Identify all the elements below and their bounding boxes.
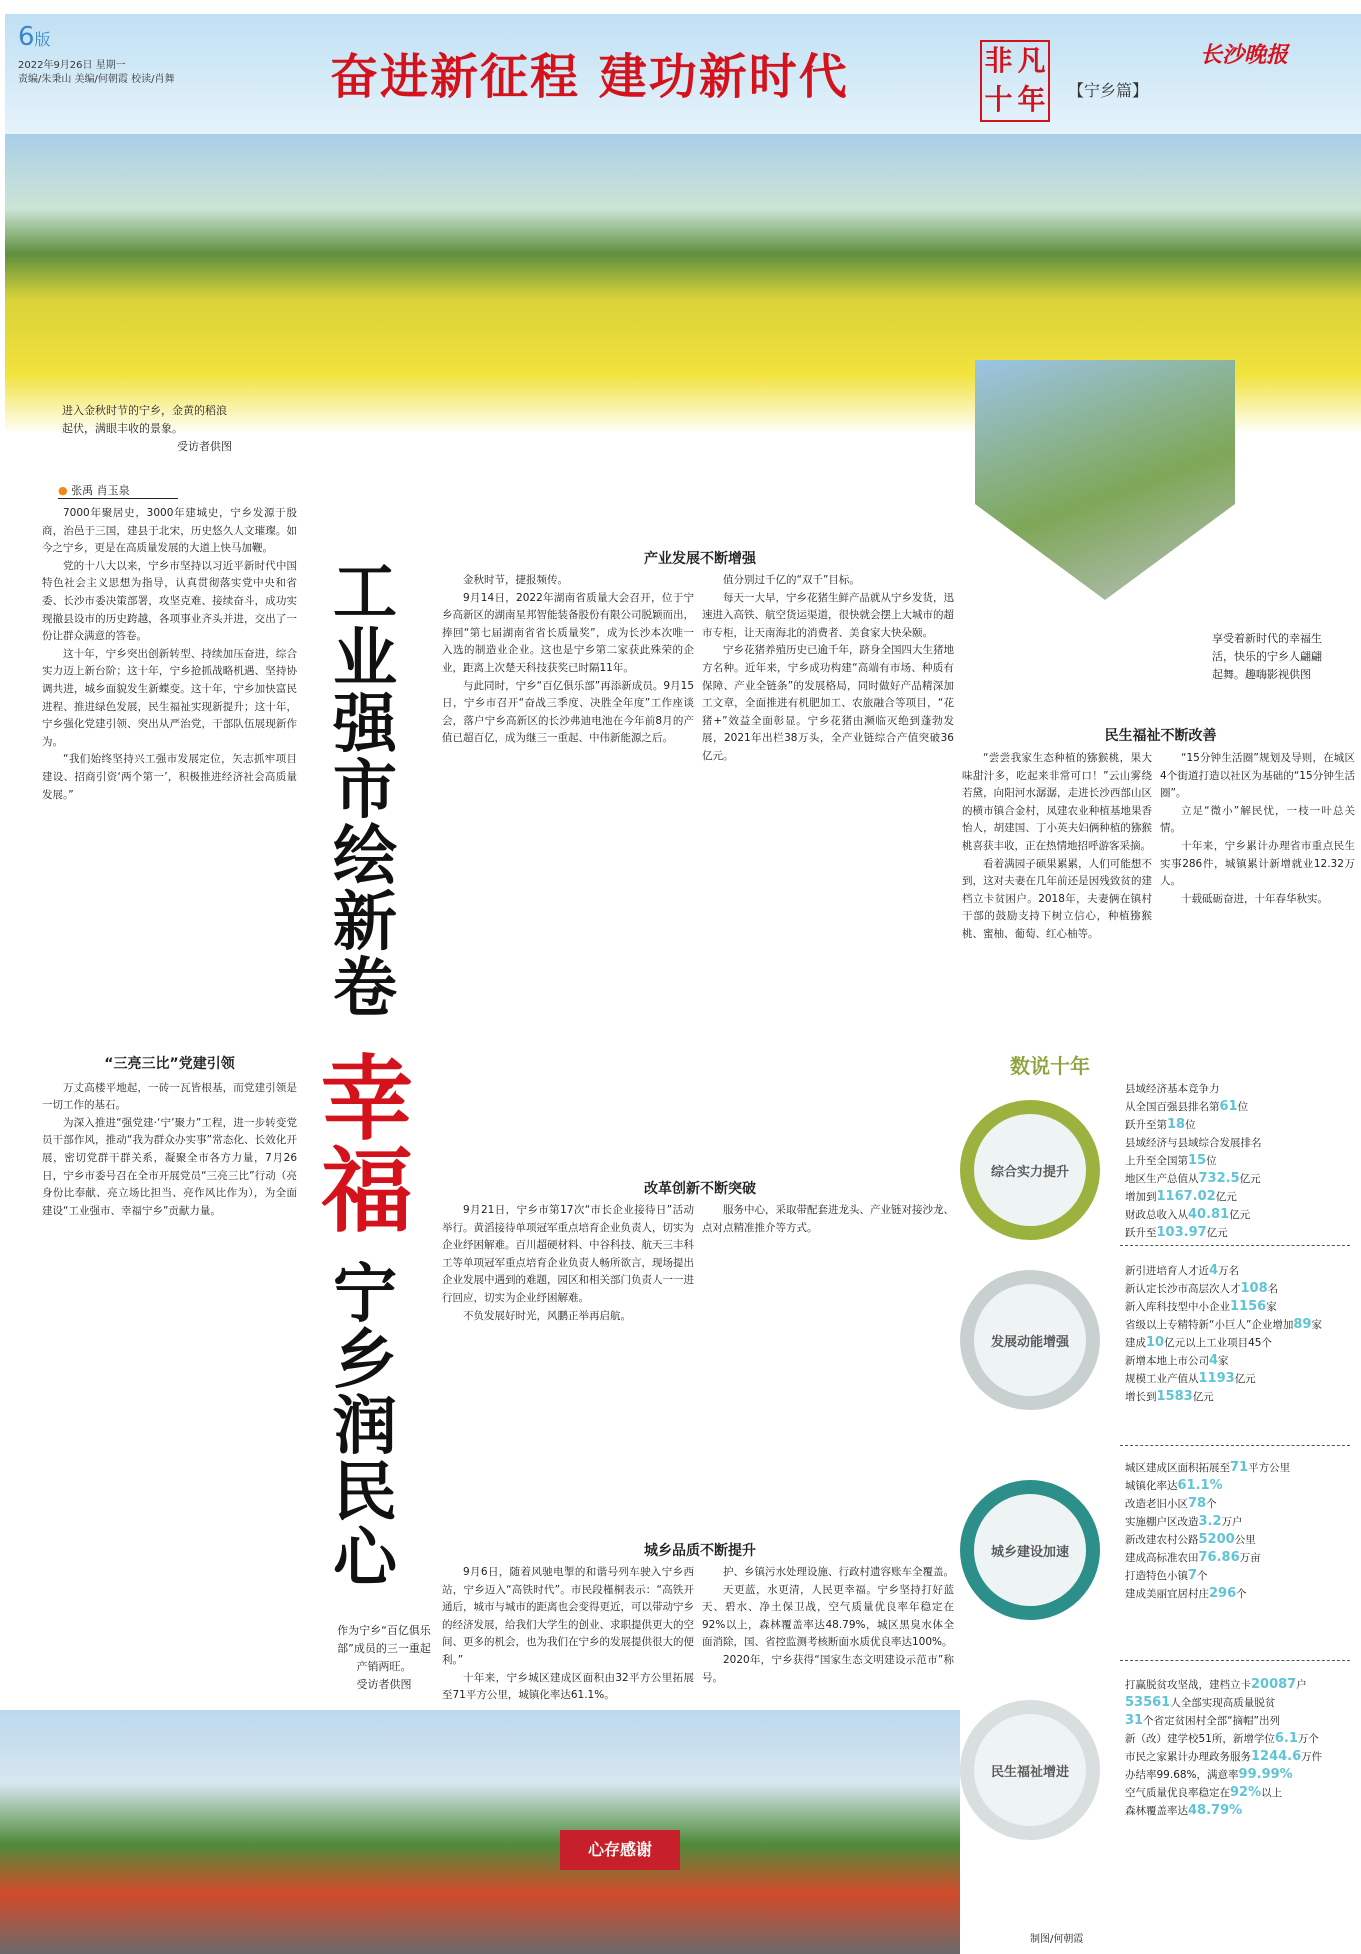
stat-line: 跃升至第18位 bbox=[1125, 1117, 1196, 1132]
industry-col1: 金秋时节，捷报频传。 9月14日，2022年湖南省质量大会召开，位于宁乡高新区的湖南星邦智能装备股份有限公司脱颖而出，捧回“第七届湖南省省长质量奖”，成为长沙本次唯一入选的制造业企业。这也是宁乡第二家获此殊荣的企业，距离上次楚天科技获奖已时隔11年。 与此同时，宁乡“百亿俱乐部”再添新成员。9月15日，宁乡市召开“奋战三季度、决胜全年度”工作座谈会，落户宁乡高新区的长沙弗迪电池在今年前8月的产值已超百亿，成为继三一重起、中伟新能源之后。 bbox=[442, 574, 694, 745]
stat-line: 跃升至103.97亿元 bbox=[1125, 1225, 1228, 1240]
series-label: 【宁乡篇】 bbox=[1068, 81, 1149, 100]
title-industry: 工业强市绘新卷 bbox=[333, 556, 397, 1026]
divider bbox=[1120, 1445, 1350, 1446]
stat-line: 市民之家累计办理政务服务1244.6万件 bbox=[1125, 1749, 1323, 1764]
ring-0 bbox=[960, 1100, 1100, 1240]
group-stats bbox=[1125, 1262, 1361, 1406]
stat-line: 森林覆盖率达48.79% bbox=[1125, 1803, 1243, 1818]
stat-line: 31个省定贫困村全部“摘帽”出列 bbox=[1125, 1713, 1280, 1728]
issue-date: 2022年9月26日 星期一 bbox=[18, 60, 126, 71]
dancers-photo bbox=[975, 360, 1235, 600]
industry-col2: 值分别过千亿的“双千”目标。 每天一大早，宁乡花猪生鲜产品就从宁乡发货，迅速进入高铁、航空货运渠道，很快就会摆上大城市的超市专柜，让天南海北的消费者、美食家大快朵颐。 宁乡花猪养殖历史已逾千年，跻身全国四大生猪地方名种。近年来，宁乡成功构建“高端有市场、种质有保障、产业全链条”的发展格局，同时做好产品精深加工文章，全面推进有机肥加工、农旅融合等项目，“花猪+”效益全面彰显。宁乡花猪由濒临灭绝到蓬勃发展，2021年出栏38万头，全产业链综合产值突破36亿元。 bbox=[702, 574, 954, 762]
stat-line: 县域经济与县域综合发展排名 bbox=[1125, 1137, 1262, 1149]
stat-line: 新增本地上市公司4家 bbox=[1125, 1353, 1229, 1368]
feiFan-badge: 非 凡 十 年 bbox=[980, 40, 1050, 122]
stat-line: 从全国百强县排名第61位 bbox=[1125, 1099, 1249, 1114]
party-column: “三亮三比”党建引领 万丈高楼平地起，一砖一瓦皆根基，而党建引领是一切工作的基石。 为深入推进“强党建·‘宁’聚力”工程，进一步转变党员干部作风，推动“我为群众办实事”常态化、长效化开展，密切党群干群关系，凝聚全市各方力量，7月26日，宁乡市委号召在全市开展党员“三亮三比”行动（亮身份比奉献、亮立场比担当、亮作风比作为），为全面建设“工业强市、幸福宁乡”贡献力量。 bbox=[42, 1056, 297, 1217]
stat-line: 地区生产总值从732.5亿元 bbox=[1125, 1171, 1261, 1186]
stat-line: 省级以上专精特新“小巨人”企业增加89家 bbox=[1125, 1317, 1322, 1332]
edition-number: 6版 bbox=[18, 22, 51, 52]
title-happiness: 幸福 bbox=[306, 1050, 414, 1234]
divider bbox=[1120, 1660, 1350, 1661]
heading-urban: 城乡品质不断提升 bbox=[644, 1543, 756, 1559]
ring-1 bbox=[960, 1270, 1100, 1410]
reform-col2: 服务中心，采取带配套进龙头、产业链对接沙龙、点对点精准推介等方式。 bbox=[702, 1204, 954, 1234]
group-label: 城乡建设加速 bbox=[990, 1544, 1069, 1560]
infographic-title: 数说十年 bbox=[1010, 1054, 1090, 1078]
stat-line: 新改建农村公路5200公里 bbox=[1125, 1532, 1256, 1547]
urban-col2: 护、乡镇污水处理设施、行政村遗容账车全覆盖。 天更蓝，水更清，人民更幸福。宁乡坚持打好蓝天、碧水、净土保卫战，空气质量优良率年稳定在92%以上，森林覆盖率达48.79%，城区黑臭水体全面消除，国、省控监测考核断面水质优良率达100%。 2020年，宁乡获得“国家生态文明建设示范市”称号。 bbox=[702, 1566, 954, 1684]
hero-caption: 进入金秋时节的宁乡，金黄的稻浪起伏，满眼丰收的景象。 受访者供图 bbox=[62, 404, 232, 453]
livelihood-col1: “尝尝我家生态种植的猕猴桃，果大味甜汁多，吃起来非常可口！”云山雾绕若黛，向阳河水潺潺，走进长沙西部山区的横市镇合金村，凤建农业种植基地果香怡人，胡建国、丁小英夫妇俩种植的猕猴桃喜获丰收，正在热情地招呼游客采摘。 看着满园子硕果累累，人们可能想不到，这对夫妻在几年前还是因残致贫的建档立卡贫困户。2018年，夫妻俩在镇村干部的鼓励支持下树立信心，种植猕猴桃、蜜柚、葡萄、红心柚等。 bbox=[962, 752, 1152, 940]
ring-2 bbox=[960, 1480, 1100, 1620]
factory-sign: 心存感谢 bbox=[560, 1830, 680, 1870]
stat-line: 城区建成区面积拓展至71平方公里 bbox=[1125, 1460, 1291, 1475]
byline: ● 张禹 肖玉泉 bbox=[58, 482, 178, 499]
stat-line: 办结率99.68%，满意率99.99% bbox=[1125, 1767, 1293, 1782]
heading-livelihood: 民生福祉不断改善 bbox=[1104, 728, 1217, 744]
group-stats bbox=[1125, 1080, 1361, 1242]
dot-icon: ● bbox=[58, 484, 68, 497]
urban-col1: 9月6日，随着风驰电掣的和谐号列车驶入宁乡西站，宁乡迈入“高铁时代”。市民段槿桐表示：“高铁开通后，城市与城市的距离也会变得更近，可以带动宁乡的经济发展，给我们大学生的创业、求职提供更大的空间、更多的机会，也为我们在宁乡的发展提供很大的便利。” 十年来，宁乡城区建成区面积由32平方公里拓展至71平方公里，城镇化率达61.1%。 bbox=[442, 1566, 694, 1702]
stat-line: 实施棚户区改造3.2万户 bbox=[1125, 1514, 1243, 1529]
stat-line: 新认定长沙市高层次人才108名 bbox=[1125, 1281, 1279, 1296]
group-label: 民生福祉增进 bbox=[990, 1764, 1069, 1780]
stat-line: 增长到1583亿元 bbox=[1125, 1389, 1214, 1404]
sany-factory-photo bbox=[0, 1710, 960, 1954]
group-label: 综合实力提升 bbox=[990, 1164, 1069, 1180]
bottom-caption: 作为宁乡“百亿俱乐部”成员的三一重起产销两旺。 受访者供图 bbox=[337, 1624, 431, 1691]
group-label: 发展动能增强 bbox=[990, 1334, 1069, 1350]
stat-line: 改造老旧小区78个 bbox=[1125, 1496, 1217, 1511]
heading-industry: 产业发展不断增强 bbox=[644, 551, 756, 567]
stat-line: 53561人全部实现高质量脱贫 bbox=[1125, 1695, 1276, 1710]
divider bbox=[1120, 1245, 1350, 1246]
heading-reform: 改革创新不断突破 bbox=[644, 1181, 756, 1197]
dancers-caption: 享受着新时代的幸福生活，快乐的宁乡人翩翩起舞。趣嗨影视供图 bbox=[1212, 632, 1322, 681]
stat-line: 空气质量优良率稳定在92%以上 bbox=[1125, 1785, 1283, 1800]
stat-line: 县域经济基本竞争力 bbox=[1125, 1083, 1220, 1095]
stat-line: 新（改）建学校51所，新增学位6.1万个 bbox=[1125, 1731, 1319, 1746]
ring-3 bbox=[960, 1700, 1100, 1840]
stat-line: 规模工业产值从1193亿元 bbox=[1125, 1371, 1256, 1386]
stat-line: 财政总收入从40.81亿元 bbox=[1125, 1207, 1251, 1222]
editors: 责编/朱秉山 美编/何朝霞 校读/肖舞 bbox=[18, 74, 175, 85]
group-stats bbox=[1125, 1676, 1361, 1820]
stat-line: 新入库科技型中小企业1156家 bbox=[1125, 1299, 1277, 1314]
reform-col1: 9月21日，宁乡市第17次“市长企业接待日”活动举行。黄滔接待单项冠军重点培育企业负责人，切实为企业纾困解难。百川超硬材料、中谷科技、航天三丰科工等单项冠军重点培育企业负责人畅所欲言，现场提出企业发展中遇到的难题，园区和相关部门负责人一一进行回应，切实为企业纾困解难。 不负发展好时光，风鹏正举再启航。 bbox=[442, 1204, 694, 1322]
livelihood-col2: “15分钟生活圈”规划及导则，在城区4个街道打造以社区为基础的“15分钟生活圈”。 立足“微小”解民忧，一枝一叶总关情。 十年来，宁乡累计办理省市重点民生实事286件，城镇累计新增就业12.32万人。 十载砥砺奋进，十年春华秋实。 bbox=[1160, 752, 1355, 905]
stat-line: 打赢脱贫攻坚战，建档立卡20087户 bbox=[1125, 1677, 1307, 1692]
stat-line: 打造特色小镇7个 bbox=[1125, 1568, 1208, 1583]
stat-line: 建成10亿元以上工业项目45个 bbox=[1125, 1335, 1272, 1350]
infographic-ten-years bbox=[960, 1040, 1361, 1954]
intro-column: 7000年聚居史，3000年建城史，宁乡发源于殷商，治邑于三国，建县于北宋，历史悠久人文璀璨。如今之宁乡，更是在高质量发展的大道上快马加鞭。 党的十八大以来，宁乡市坚持以习近平新时代中国特色社会主义思想为指导，认真贯彻落实党中央和省委、长沙市委决策部署，攻坚克难、接续奋斗，成功实现撤县设市的历史跨越，各项事业齐头并进，交出了一份让群众满意的答卷。 这十年，宁乡突出创新转型、持续加压奋进，综合实力迈上新台阶；这十年，宁乡抢抓战略机遇、坚持协调共进，城乡面貌发生新蝶变。这十年，宁乡加快富民进程、推进绿色发展，民生福祉实现新提升；这十年，宁乡强化党建引领、突出从严治党，干部队伍展现新作为。 “我们始终坚持兴工强市发展定位，矢志抓牢项目建设、招商引资‘两个第一’，积极推进经济社会高质量发展。” bbox=[42, 507, 297, 801]
stat-line: 上升至全国第15位 bbox=[1125, 1153, 1217, 1168]
stat-line: 增加到1167.02亿元 bbox=[1125, 1189, 1237, 1204]
slogan: 奋进新征程 建功新时代 bbox=[330, 49, 849, 105]
stat-line: 建成高标准农田76.86万亩 bbox=[1125, 1550, 1261, 1565]
group-stats bbox=[1125, 1459, 1361, 1603]
title-ningxiang: 宁乡润民心 bbox=[333, 1258, 397, 1596]
stat-line: 新引进培育人才近4万名 bbox=[1125, 1263, 1240, 1278]
newspaper-logo: 长沙晚报 bbox=[1200, 43, 1289, 68]
stat-line: 建成美丽宜居村庄296个 bbox=[1125, 1586, 1247, 1601]
stat-line: 城镇化率达61.1% bbox=[1125, 1478, 1223, 1493]
infographic-credit: 制图/何朝霞 bbox=[1030, 1934, 1084, 1945]
